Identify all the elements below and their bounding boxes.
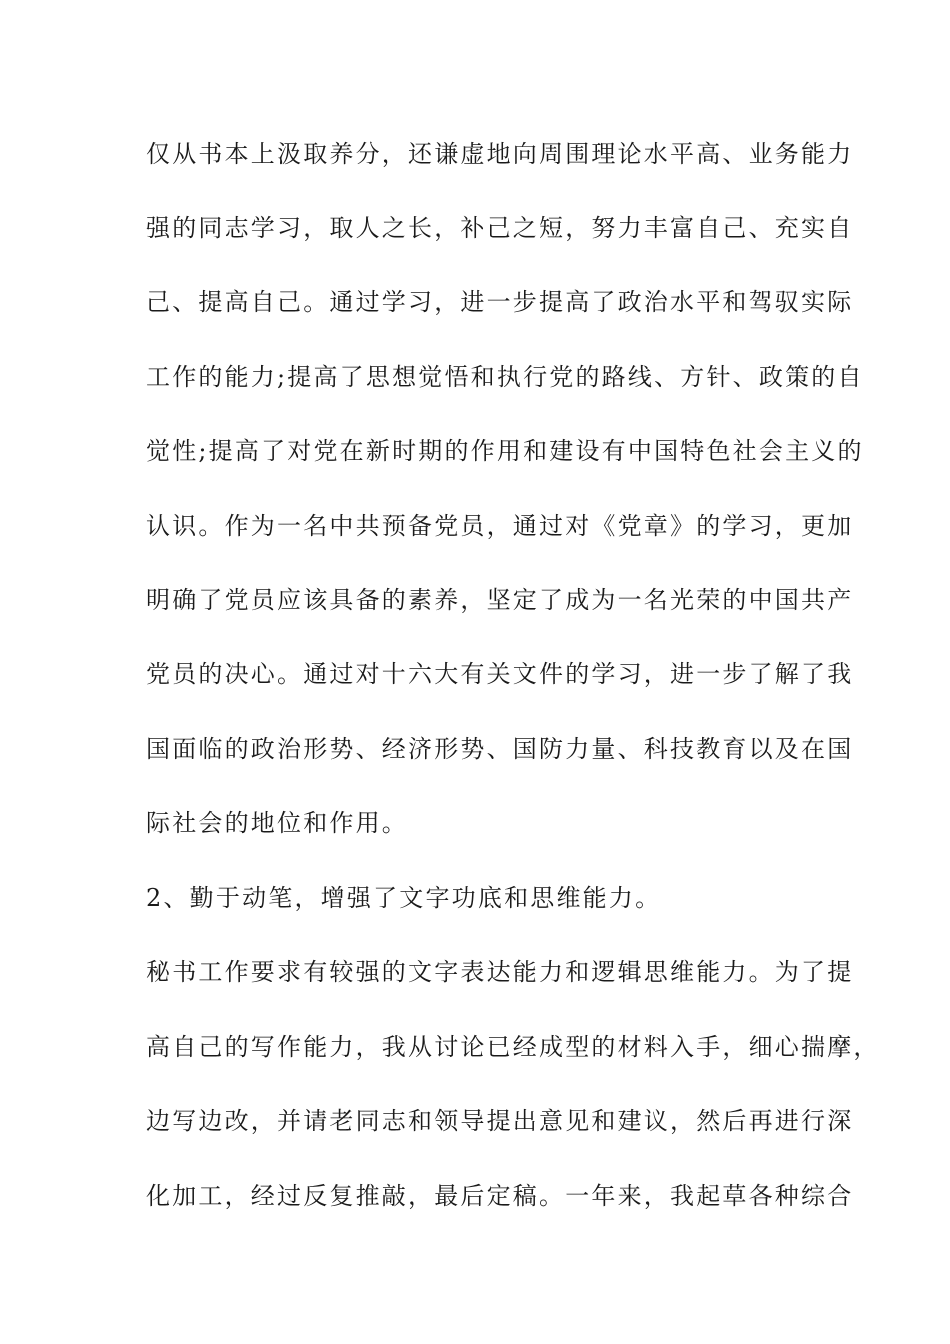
paragraph-line: 仅从书本上汲取养分，还谦虚地向周围理论水平高、业务能力 xyxy=(146,140,854,168)
paragraph-line: 国面临的政治形势、经济形势、国防力量、科技教育以及在国 xyxy=(146,735,854,763)
paragraph-line: 高自己的写作能力，我从讨论已经成型的材料入手，细心揣摩， xyxy=(146,1033,880,1061)
paragraph-line: 工作的能力;提高了思想觉悟和执行党的路线、方针、政策的自 xyxy=(146,363,864,391)
section-heading: 2、勤于动笔，增强了文字功底和思维能力。 xyxy=(146,884,662,912)
paragraph-line: 秘书工作要求有较强的文字表达能力和逻辑思维能力。为了提 xyxy=(146,958,854,986)
paragraph-line: 强的同志学习，取人之长，补己之短，努力丰富自己、充实自 xyxy=(146,214,854,242)
paragraph-line: 觉性;提高了对党在新时期的作用和建设有中国特色社会主义的 xyxy=(146,437,864,465)
paragraph-line: 己、提高自己。通过学习，进一步提高了政治水平和驾驭实际 xyxy=(146,288,854,316)
paragraph-line: 明确了党员应该具备的素养，坚定了成为一名光荣的中国共产 xyxy=(146,586,854,614)
paragraph-line: 际社会的地位和作用。 xyxy=(146,809,408,837)
paragraph-line: 边写边改，并请老同志和领导提出意见和建议，然后再进行深 xyxy=(146,1107,854,1135)
paragraph-line: 党员的决心。通过对十六大有关文件的学习，进一步了解了我 xyxy=(146,660,854,688)
paragraph-line: 化加工，经过反复推敲，最后定稿。一年来，我起草各种综合 xyxy=(146,1182,854,1210)
paragraph-line: 认识。作为一名中共预备党员，通过对《党章》的学习，更加 xyxy=(146,512,854,540)
